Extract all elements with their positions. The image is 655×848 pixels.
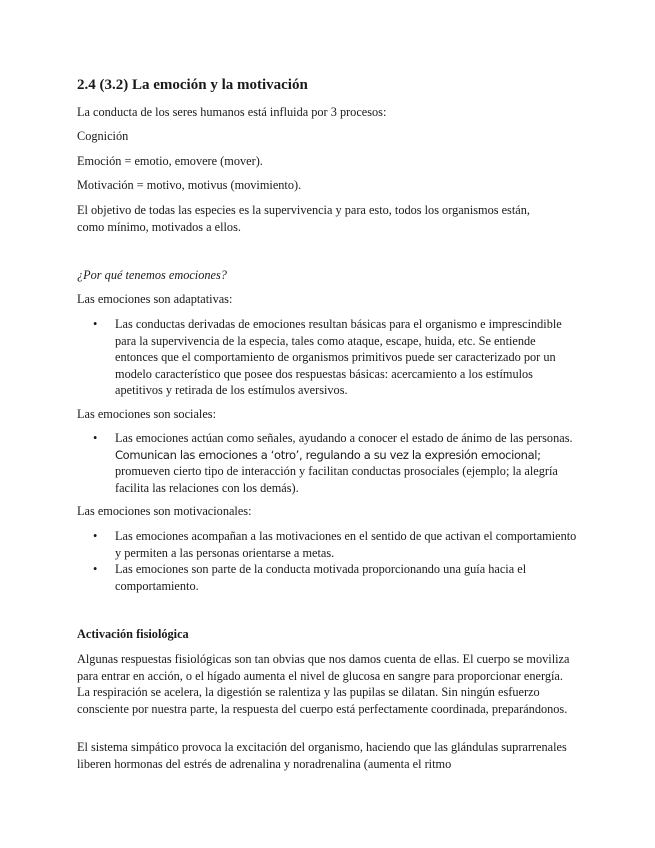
list-item-text: Las conductas derivadas de emociones resultan básicas para el organismo e imprescindible para la supervivencia de la especia, tales como ataque, escape, huida, etc. Se entiende entonces que el comportamiento de organismos primitivos puede ser caracterizado por un modelo característico que posee dos respuestas básicas: acercamiento a los estímulos apetitivos y retirada de los estímulos aversivos. bbox=[115, 317, 562, 397]
motivational-label: Las emociones son motivacionales: bbox=[77, 504, 252, 518]
list-item-text: Las emociones son parte de la conducta motivada proporcionando una guía hacia el comportamiento. bbox=[115, 562, 527, 593]
list-item bbox=[77, 561, 577, 594]
social-label: Las emociones son sociales: bbox=[77, 407, 216, 421]
list-item-text: promueven cierto tipo de interacción y facilitan conductas prosociales (ejemplo; la alegría facilita las relaciones con los demás). bbox=[115, 464, 558, 495]
question-text: ¿Por qué tenemos emociones? bbox=[77, 268, 227, 282]
bullet-icon: • bbox=[93, 317, 98, 331]
objective-paragraph: El objetivo de todas las especies es la supervivencia y para esto, todos los organismos están, como mínimo, motivados a ellos. bbox=[77, 203, 530, 234]
physiology-paragraph: Algunas respuestas fisiológicas son tan obvias que nos damos cuenta de ellas. El cuerpo se moviliza para entrar en acción, o el hígado aumenta el nivel de glucosa en sangre para proporcionar energía. La respiración se acelera, la digestión se ralentiza y las pupilas se dilatan. Sin ningún esfuerzo consciente por nuestra parte, la respuesta del cuerpo está perfectamente coordinada, preparándonos. bbox=[77, 652, 570, 716]
bullet-icon: • bbox=[93, 562, 98, 576]
adaptive-list bbox=[77, 316, 577, 399]
adaptive-label: Las emociones son adaptativas: bbox=[77, 292, 233, 306]
intro-text: La conducta de los seres humanos está influida por 3 procesos: bbox=[77, 105, 387, 119]
social-list bbox=[77, 430, 577, 496]
list-item bbox=[77, 316, 577, 399]
list-item-text-condensed: Comunican las emociones a ‘otro’, regulando a su vez la expresión emocional; bbox=[115, 447, 541, 462]
subsection-title: Activación fisiológica bbox=[77, 627, 189, 641]
sympathetic-paragraph: El sistema simpático provoca la excitación del organismo, haciendo que las glándulas suprarrenales liberen hormonas del estrés de adrenalina y noradrenalina (aumenta el ritmo bbox=[77, 740, 567, 771]
section-heading: 2.4 (3.2) La emoción y la motivación bbox=[77, 77, 308, 93]
list-item-text: Las emociones acompañan a las motivaciones en el sentido de que activan el comportamiento y permiten a las personas orientarse a metas. bbox=[115, 529, 577, 560]
list-item-text: Las emociones actúan como señales, ayudando a conocer el estado de ánimo de las personas. bbox=[115, 431, 573, 445]
motivational-list bbox=[77, 528, 577, 594]
process-cognition: Cognición bbox=[77, 129, 129, 143]
process-emotion: Emoción = emotio, emovere (mover). bbox=[77, 154, 263, 168]
process-motivation: Motivación = motivo, motivus (movimiento). bbox=[77, 178, 302, 192]
list-item bbox=[77, 528, 577, 561]
bullet-icon: • bbox=[93, 431, 98, 445]
list-item bbox=[77, 430, 577, 496]
bullet-icon: • bbox=[93, 529, 98, 543]
